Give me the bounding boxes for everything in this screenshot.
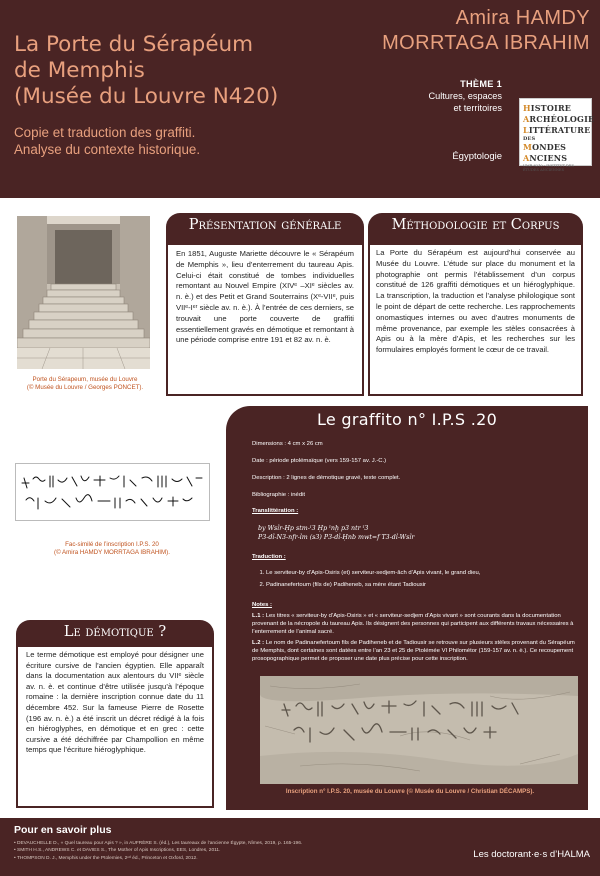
logo-rest-6: NCIENS — [529, 153, 568, 163]
door-caption-line-2: (© Musée du Louvre / Georges PONCET). — [26, 384, 144, 391]
note2-text: Le nom de Padinanefertoum fils de Padiheneb et de Tadiousir se retrouve sur plusieurs stèles provenant du Sérapéum de Memphis, dont certaines sont datées entre l’an 23 et 25 de Ptolémée VI Philométor (159-157 av. n. è.). Ce recoupement prosopographique permet de proposer une date plus précise pour cette inscription. — [252, 639, 575, 662]
notes-label: Notes : — [252, 601, 272, 608]
theme-block — [410, 78, 502, 114]
discipline-label: Égyptologie — [452, 151, 502, 162]
logo-rest-5: ONDES — [532, 142, 567, 152]
logo-rest-2: RCHÉOLOGIE — [529, 114, 595, 124]
author-line-1: Amira HAMDY — [455, 7, 590, 29]
facsimile-caption — [14, 541, 210, 557]
author-name — [330, 6, 590, 56]
translation-line-2: 2. Padinanefertoum (fils de) Padiheneb, sa mère étant Tadiousir — [266, 581, 578, 589]
translation-label: Traduction : — [252, 553, 286, 560]
logo-rest-1: ISTOIRE — [530, 103, 572, 113]
graffito-description: Description : 2 lignes de démotique gravé, texte complet. — [252, 474, 401, 481]
facsimile-caption-line-2: (© Amira HAMDY MORRTAGA IBRAHIM). — [54, 549, 170, 556]
references-list — [14, 840, 434, 862]
translation-line-1: 1. Le serviteur-by d’Apis-Osiris (et) serviteur-sedjem-âch d’Apis vivant, le grand dieu, — [266, 569, 578, 577]
footer-signoff: Les doctorant·e·s d’HALMA — [473, 849, 590, 860]
logo-rest-4: DES — [523, 136, 536, 142]
logo-rest-3: ITTÉRATURE — [528, 125, 591, 135]
presentation-text: En 1851, Auguste Mariette découvre le « Sérapéum de Memphis », lieu d’enterrement du taureau Apis. Celui-ci était constitué de tombes individuelles remontant au Nouvel Empire (XIVᵉ –XIᵉ siècles av. n. è.) et des Petit et Grand Souterrains (Xᵉ-VIIᵉ, puis VIIᵉ-Iᵉʳ siècle av. n. è.). À l’entrée de ces derniers, se trouvait une porte couverte de graffiti essentiellement gravés en démotique et remontant à une période comprise entre 191 et 82 av. n. è. — [166, 243, 364, 396]
transliteration-line-2: P3-dỉ-N3-nfr-ỉm (s3) P3-dỉ-Ḥnb mwt=f T3-dỉ-Wsỉr — [258, 533, 415, 541]
graffito-dimensions: Dimensions : 4 cm x 26 cm — [252, 440, 323, 447]
reference-item: • THOMPSON D. J., Memphis under the Ptolemies, 2ⁿᵈ éd., Princeton et Oxford, 2012. — [14, 855, 434, 862]
note1-label: L.1 : — [252, 612, 265, 619]
demotic-heading: Le démotique ? — [16, 620, 214, 648]
logo-cap-2: A — [523, 114, 530, 124]
poster-title — [14, 32, 354, 110]
graffito-bibliography: Bibliographie : inédit — [252, 491, 306, 498]
transliteration-label: Translittération : — [252, 507, 299, 514]
facsimile-caption-line-1: Fac-similé de l’inscription I.P.S. 20 — [65, 541, 159, 548]
methodology-heading: Méthodologie et Corpus — [368, 213, 583, 243]
theme-line-2: et territoires — [453, 103, 502, 113]
door-photo-caption — [14, 376, 156, 392]
subtitle-line-1: Copie et traduction des graffiti. — [14, 125, 196, 140]
inscription-photo-caption: Inscription n° I.P.S. 20, musée du Louvre (© Musée du Louvre / Christian DÉCAMPS). — [285, 788, 535, 795]
note2-label: L.2 : — [252, 639, 265, 646]
poster-subtitle — [14, 124, 354, 158]
halma-logo — [519, 98, 595, 172]
title-line-3: (Musée du Louvre N420) — [14, 84, 279, 109]
inscription-photo — [260, 676, 578, 784]
door-caption-line-1: Porte du Sérapeum, musée du Louvre — [32, 376, 138, 383]
reference-item: • DEVAUCHELLE D., « Quel taureau pour Apis ? », in AUFRÈRE S. (éd.), Les taureaux de l’ancienne Égypte, Nîmes, 2019, p. 165-196. — [14, 840, 434, 847]
presentation-heading: Présentation générale — [166, 213, 364, 243]
graffito-date: Date : période ptolémaïque (vers 159-157 av. J.-C.) — [252, 457, 387, 464]
note1-text: Les titres « serviteur-by d’Apis-Osiris » et « serviteur-sedjem d’Apis vivant » sont courants dans la documentation provenant de la nécropole du taureau Apis. Ils désignent des personnes qui participent aux différents travaux nécessaires à l’enterrement de l’animal sacré. — [252, 612, 574, 635]
further-reading-heading: Pour en savoir plus — [14, 824, 112, 836]
facsimile-drawing — [15, 463, 210, 521]
logo-cap-1: H — [523, 103, 531, 113]
logo-cap-3: L — [523, 125, 529, 135]
note-line-2 — [252, 639, 578, 663]
title-line-1: La Porte du Sérapéum — [14, 32, 254, 57]
theme-line-1: Cultures, espaces — [428, 91, 502, 101]
logo-cap-6: A — [523, 153, 530, 163]
title-line-2: de Memphis — [14, 58, 145, 83]
theme-number: THÈME 1 — [460, 79, 502, 89]
author-line-2: MORRTAGA IBRAHIM — [382, 32, 590, 54]
reference-item: • SMITH H.S., ANDREWS C. et DAVIES S., The Mother of Apis Inscriptions, EES, Londres, 2011. — [14, 847, 434, 854]
serapeum-door-photo — [17, 216, 150, 369]
demotic-text: Le terme démotique est employé pour désigner une écriture cursive de l’ancien égyptien. Elle apparaît dans la documentation aux alentours du VIIᵉ siècle av. n. è. et continue d’être utilisée jusqu’à l’époque romaine : la dernière inscription connue date du 11 décembre 452. Sur la fameuse Pierre de Rosette (196 av. n. è.) a été inscrit un décret rédigé à la fois en hiéroglyphes, en démotique et en grec : cette cursive a été déchiffrée par Champollion en même temps que l’écriture hiéroglyphique. — [16, 645, 214, 808]
logo-cap-5: M — [523, 142, 533, 152]
note-line-1 — [252, 612, 578, 636]
methodology-text: La Porte du Sérapéum est aujourd’hui conservée au Musée du Louvre. L’étude sur place du monument et la photographie ont permis l’établissement d’un corpus constitué de 126 graffiti démotiques et un hiéroglyphique. La transcription, la traduction et l’analyse philologique sont le point de départ de cette recherche. Les rapprochements onomastiques internes ou avec d’autres monuments de même provenance, par exemple les stèles consacrées à Apis ou à la mère d’Apis, et les recherches sur les formulaires employés forment le cœur de ce travail. — [368, 243, 583, 396]
logo-small-text: UMR 8210 - INSTITUT DES ÉTUDES ANCIENNES — [523, 164, 574, 172]
graffito-heading: Le graffito n° I.P.S .20 — [316, 410, 498, 429]
translation-list — [266, 569, 578, 589]
subtitle-line-2: Analyse du contexte historique. — [14, 142, 201, 157]
transliteration-line-1: by Wsỉr-Ḥp stm-ˁ3 Ḥp ˁnḫ p3 ntr ˁ3 — [258, 524, 369, 532]
